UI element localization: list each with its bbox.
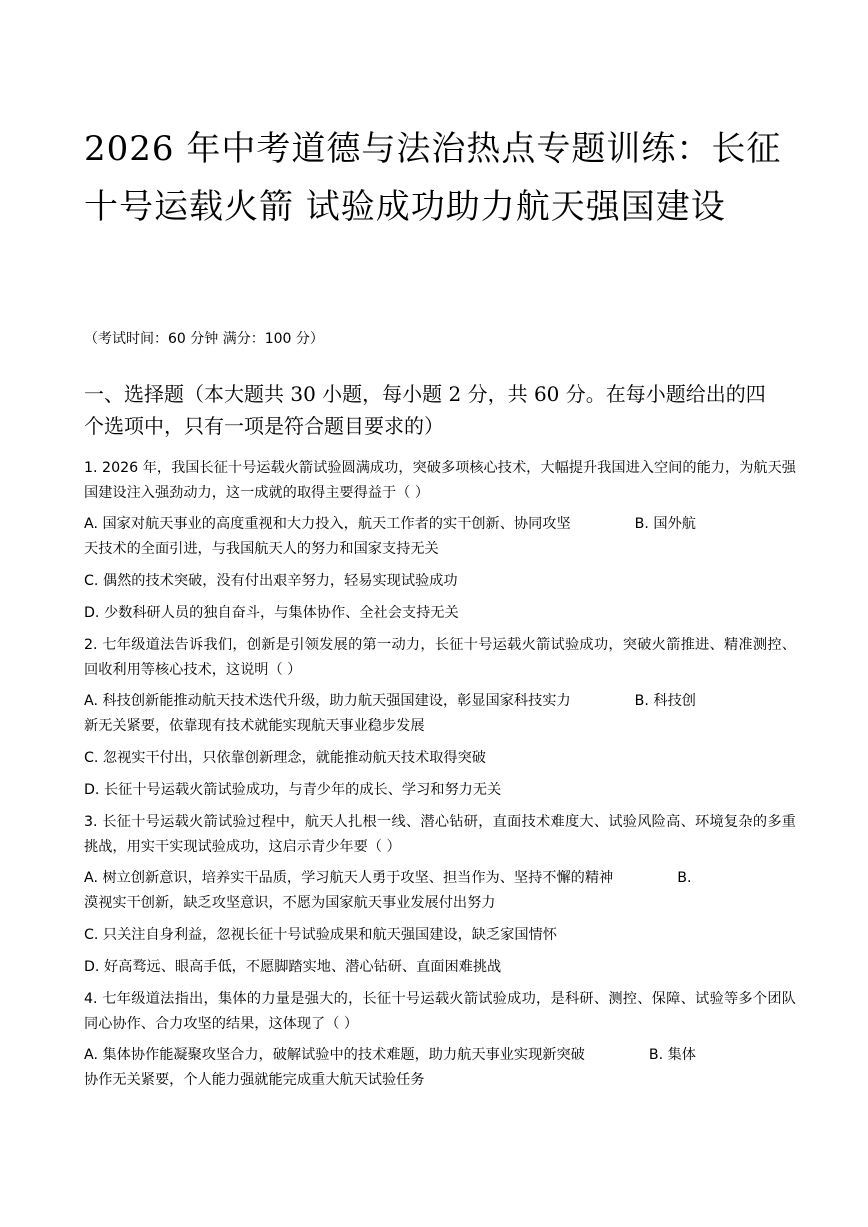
option-a-b	[84, 866, 796, 916]
question-3	[84, 810, 796, 980]
option-a: A. 集体协作能凝聚攻坚合力，破解试验中的技术难题，助力航天事业实现新突破	[84, 1047, 585, 1063]
question-list	[84, 456, 796, 1100]
exam-info: （考试时间：60 分钟 满分：100 分）	[84, 331, 324, 347]
question-stem: 3. 长征十号运载火箭试验过程中，航天人扎根一线、潜心钻研，直面技术难度大、试验风险高、环境复杂的多重挑战，用实干实现试验成功，这启示青少年要（ ）	[84, 814, 796, 855]
option-c: C. 偶然的技术突破，没有付出艰辛努力，轻易实现试验成功	[84, 573, 458, 589]
option-a: A. 国家对航天事业的高度重视和大力投入，航天工作者的实干创新、协同攻坚	[84, 516, 571, 532]
option-b-rest: 天技术的全面引进，与我国航天人的努力和国家支持无关	[84, 541, 439, 557]
section-heading: 一、选择题（本大题共 30 小题，每小题 2 分，共 60 分。在每小题给出的四个选项中，只有一项是符合题目要求的）	[84, 382, 766, 438]
question-4	[84, 987, 796, 1093]
question-stem: 1. 2026 年，我国长征十号运载火箭试验圆满成功，突破多项核心技术，大幅提升我国进入空间的能力，为航天强国建设注入强劲动力，这一成就的取得主要得益于（ ）	[84, 460, 796, 501]
option-b-rest: 协作无关紧要，个人能力强就能完成重大航天试验任务	[84, 1072, 425, 1088]
option-a: A. 树立创新意识，培养实干品质，学习航天人勇于攻坚、担当作为、坚持不懈的精神	[84, 870, 614, 886]
option-d: D. 长征十号运载火箭试验成功，与青少年的成长、学习和努力无关	[84, 782, 502, 798]
option-a-b	[84, 512, 796, 562]
option-c: C. 只关注自身利益，忽视长征十号试验成果和航天强国建设，缺乏家国情怀	[84, 927, 557, 943]
document-title: 2026 年中考道德与法治热点专题训练：长征十号运载火箭 试验成功助力航天强国建设	[84, 129, 782, 227]
option-b-start: B. 科技创	[634, 693, 696, 709]
option-a-b	[84, 1043, 796, 1093]
question-stem: 4. 七年级道法指出，集体的力量是强大的，长征十号运载火箭试验成功，是科研、测控、保障、试验等多个团队同心协作、合力攻坚的结果，这体现了（ ）	[84, 991, 796, 1032]
option-b-start: B. 国外航	[634, 516, 696, 532]
option-a-b	[84, 689, 796, 739]
option-b-start: B.	[677, 870, 692, 886]
option-d: D. 好高骛远、眼高手低，不愿脚踏实地、潜心钻研、直面困难挑战	[84, 959, 502, 975]
question-1	[84, 456, 796, 626]
option-b-rest: 新无关紧要，依靠现有技术就能实现航天事业稳步发展	[84, 718, 425, 734]
option-b-rest: 漠视实干创新，缺乏攻坚意识，不愿为国家航天事业发展付出努力	[84, 895, 496, 911]
option-d: D. 少数科研人员的独自奋斗，与集体协作、全社会支持无关	[84, 605, 459, 621]
question-2	[84, 633, 796, 803]
question-stem: 2. 七年级道法告诉我们，创新是引领发展的第一动力，长征十号运载火箭试验成功，突破火箭推进、精准测控、回收利用等核心技术，这说明（ ）	[84, 637, 796, 678]
option-a: A. 科技创新能推动航天技术迭代升级，助力航天强国建设，彰显国家科技实力	[84, 693, 571, 709]
option-b-start: B. 集体	[648, 1047, 696, 1063]
option-c: C. 忽视实干付出，只依靠创新理念，就能推动航天技术取得突破	[84, 750, 486, 766]
